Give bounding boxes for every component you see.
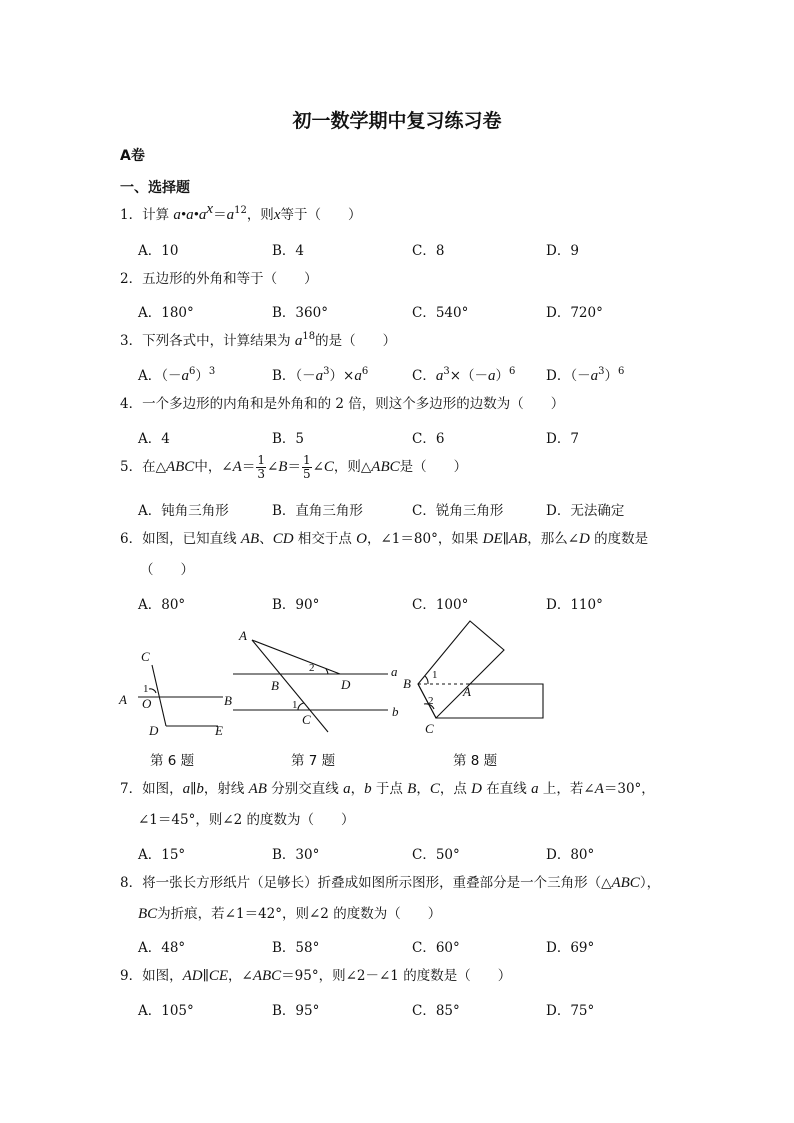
q9-option-b: B．95° — [272, 1003, 320, 1019]
q3-option-b: B．$(-a^3)\times a^6$ — [272, 366, 369, 384]
q8-option-d: D．69° — [546, 940, 595, 956]
fig6-angle-arc — [149, 689, 156, 693]
fig8-label-angle-2: 2 — [428, 695, 434, 707]
question-7: 7．如图，a∥b，射线 AB 分别交直线 a，b 于点 B，C，点 D 在直线 a 上，若∠A＝30°， — [120, 781, 655, 797]
q6-option-b: B．90° — [272, 597, 320, 613]
fig6-label-b: B — [224, 693, 232, 708]
q5-option-d: D．无法确定 — [546, 503, 625, 519]
q4-option-b: B．5 — [272, 431, 305, 447]
fig7-label-line-b: b — [392, 704, 399, 719]
fig7-label-a: A — [239, 628, 247, 643]
q1-option-b: B．4 — [272, 243, 305, 259]
fig8-label-c: C — [425, 721, 434, 736]
fig6-label-o: O — [142, 696, 152, 711]
figures-6-7-8 — [110, 615, 560, 745]
q6-option-d: D．110° — [546, 597, 603, 613]
q6-option-c: C．100° — [412, 597, 469, 613]
fig6-label-d: D — [149, 723, 159, 738]
fig6-label-e: E — [215, 723, 223, 738]
q7-option-b: B．30° — [272, 847, 320, 863]
q9-option-d: D．75° — [546, 1003, 595, 1019]
q8-option-c: C．60° — [412, 940, 460, 956]
fig8-angle-1-arc — [425, 676, 428, 684]
q7-option-d: D．80° — [546, 847, 595, 863]
fig7-label-c: C — [302, 712, 311, 727]
section-a-label: A卷 — [120, 148, 145, 164]
q9-option-a: A．105° — [138, 1003, 194, 1019]
question-8: 8．将一张长方形纸片（足够长）折叠成如图所示图形，重叠部分是一个三角形（△ABC）， — [120, 875, 661, 891]
fraction-one-fifth: $\frac{1}{5}$ — [302, 453, 311, 481]
q8-option-a: A．48° — [138, 940, 186, 956]
q8-option-b: B．58° — [272, 940, 320, 956]
fig7-label-angle-1: 1 — [292, 699, 298, 711]
question-1: 1．计算 $a•a•a^x=a^{12}$，则x等于（ ） — [120, 201, 362, 223]
question-9: 9．如图，AD∥CE，∠ABC＝95°，则∠2－∠1 的度数是（ ） — [120, 968, 512, 984]
question-6: 6．如图，已知直线 AB、CD 相交于点 O，∠1＝80°，如果 DE∥AB，那么∠D 的度数是 — [120, 531, 649, 547]
fig7-label-d: D — [341, 677, 351, 692]
fig8-label-b: B — [403, 676, 411, 691]
question-7-line-2: ∠1＝45°，则∠2 的度数为（ ） — [138, 812, 355, 828]
fig8-label-a: A — [463, 684, 471, 699]
q1-option-c: C．8 — [412, 243, 445, 259]
figure-7-caption: 第 7 题 — [291, 753, 336, 769]
fig8-label-angle-1: 1 — [432, 669, 438, 681]
question-3: 3．下列各式中，计算结果为 $a^{18}$的是（ ） — [120, 331, 397, 349]
q6-option-a: A．80° — [138, 597, 186, 613]
fig7-label-b: B — [271, 678, 279, 693]
q2-option-b: B．360° — [272, 305, 328, 321]
fig6-label-a: A — [119, 692, 127, 707]
q4-option-d: D．7 — [546, 431, 579, 447]
q9-option-c: C．85° — [412, 1003, 460, 1019]
section-one-heading: 一、选择题 — [120, 180, 190, 196]
question-6-blank: （ ） — [140, 562, 194, 578]
fig6-label-angle-1: 1 — [143, 683, 149, 695]
figure-6-caption: 第 6 题 — [150, 753, 195, 769]
q4-option-c: C．6 — [412, 431, 445, 447]
question-4: 4．一个多边形的内角和是外角和的 2 倍，则这个多边形的边数为（ ） — [120, 396, 565, 412]
fig7-label-angle-2: 2 — [309, 662, 315, 674]
q7-option-a: A．15° — [138, 847, 186, 863]
page-title: 初一数学期中复习练习卷 — [292, 110, 502, 132]
q2-option-d: D．720° — [546, 305, 603, 321]
q3-option-a: A．$(-a^6)^3$ — [138, 366, 216, 384]
q5-option-b: B．直角三角形 — [272, 503, 363, 519]
q7-option-c: C．50° — [412, 847, 460, 863]
figure-8-caption: 第 8 题 — [453, 753, 498, 769]
fig6-line-cd — [152, 665, 166, 726]
q1-option-a: A．10 — [138, 243, 179, 259]
question-5: 5．在△ABC中，∠A＝ $\frac{1}{3}$ ∠B＝ $\frac{1}{5}$ ∠C，则△ABC是（ ） — [120, 453, 468, 481]
q2-option-a: A．180° — [138, 305, 194, 321]
fig7-line-ad — [252, 640, 340, 674]
fig7-ray-ab — [252, 640, 328, 732]
q2-option-c: C．540° — [412, 305, 469, 321]
fraction-one-third: $\frac{1}{3}$ — [257, 453, 265, 481]
question-8-line-2: BC为折痕，若∠1＝42°，则∠2 的度数为（ ） — [138, 906, 442, 922]
question-2: 2．五边形的外角和等于（ ） — [120, 271, 318, 287]
fig6-label-c: C — [141, 649, 150, 664]
fig8-strip-end — [436, 684, 543, 718]
q5-option-a: A．钝角三角形 — [138, 503, 229, 519]
q3-option-d: D．$(-a^3)^6$ — [546, 366, 625, 384]
q3-option-c: C．$a^3\times(-a)^6$ — [412, 366, 516, 384]
q1-option-d: D．9 — [546, 243, 579, 259]
q4-option-a: A．4 — [138, 431, 170, 447]
fig7-label-line-a: a — [391, 664, 398, 679]
q5-option-c: C．锐角三角形 — [412, 503, 504, 519]
fig7-angle-1-arc — [298, 703, 304, 710]
